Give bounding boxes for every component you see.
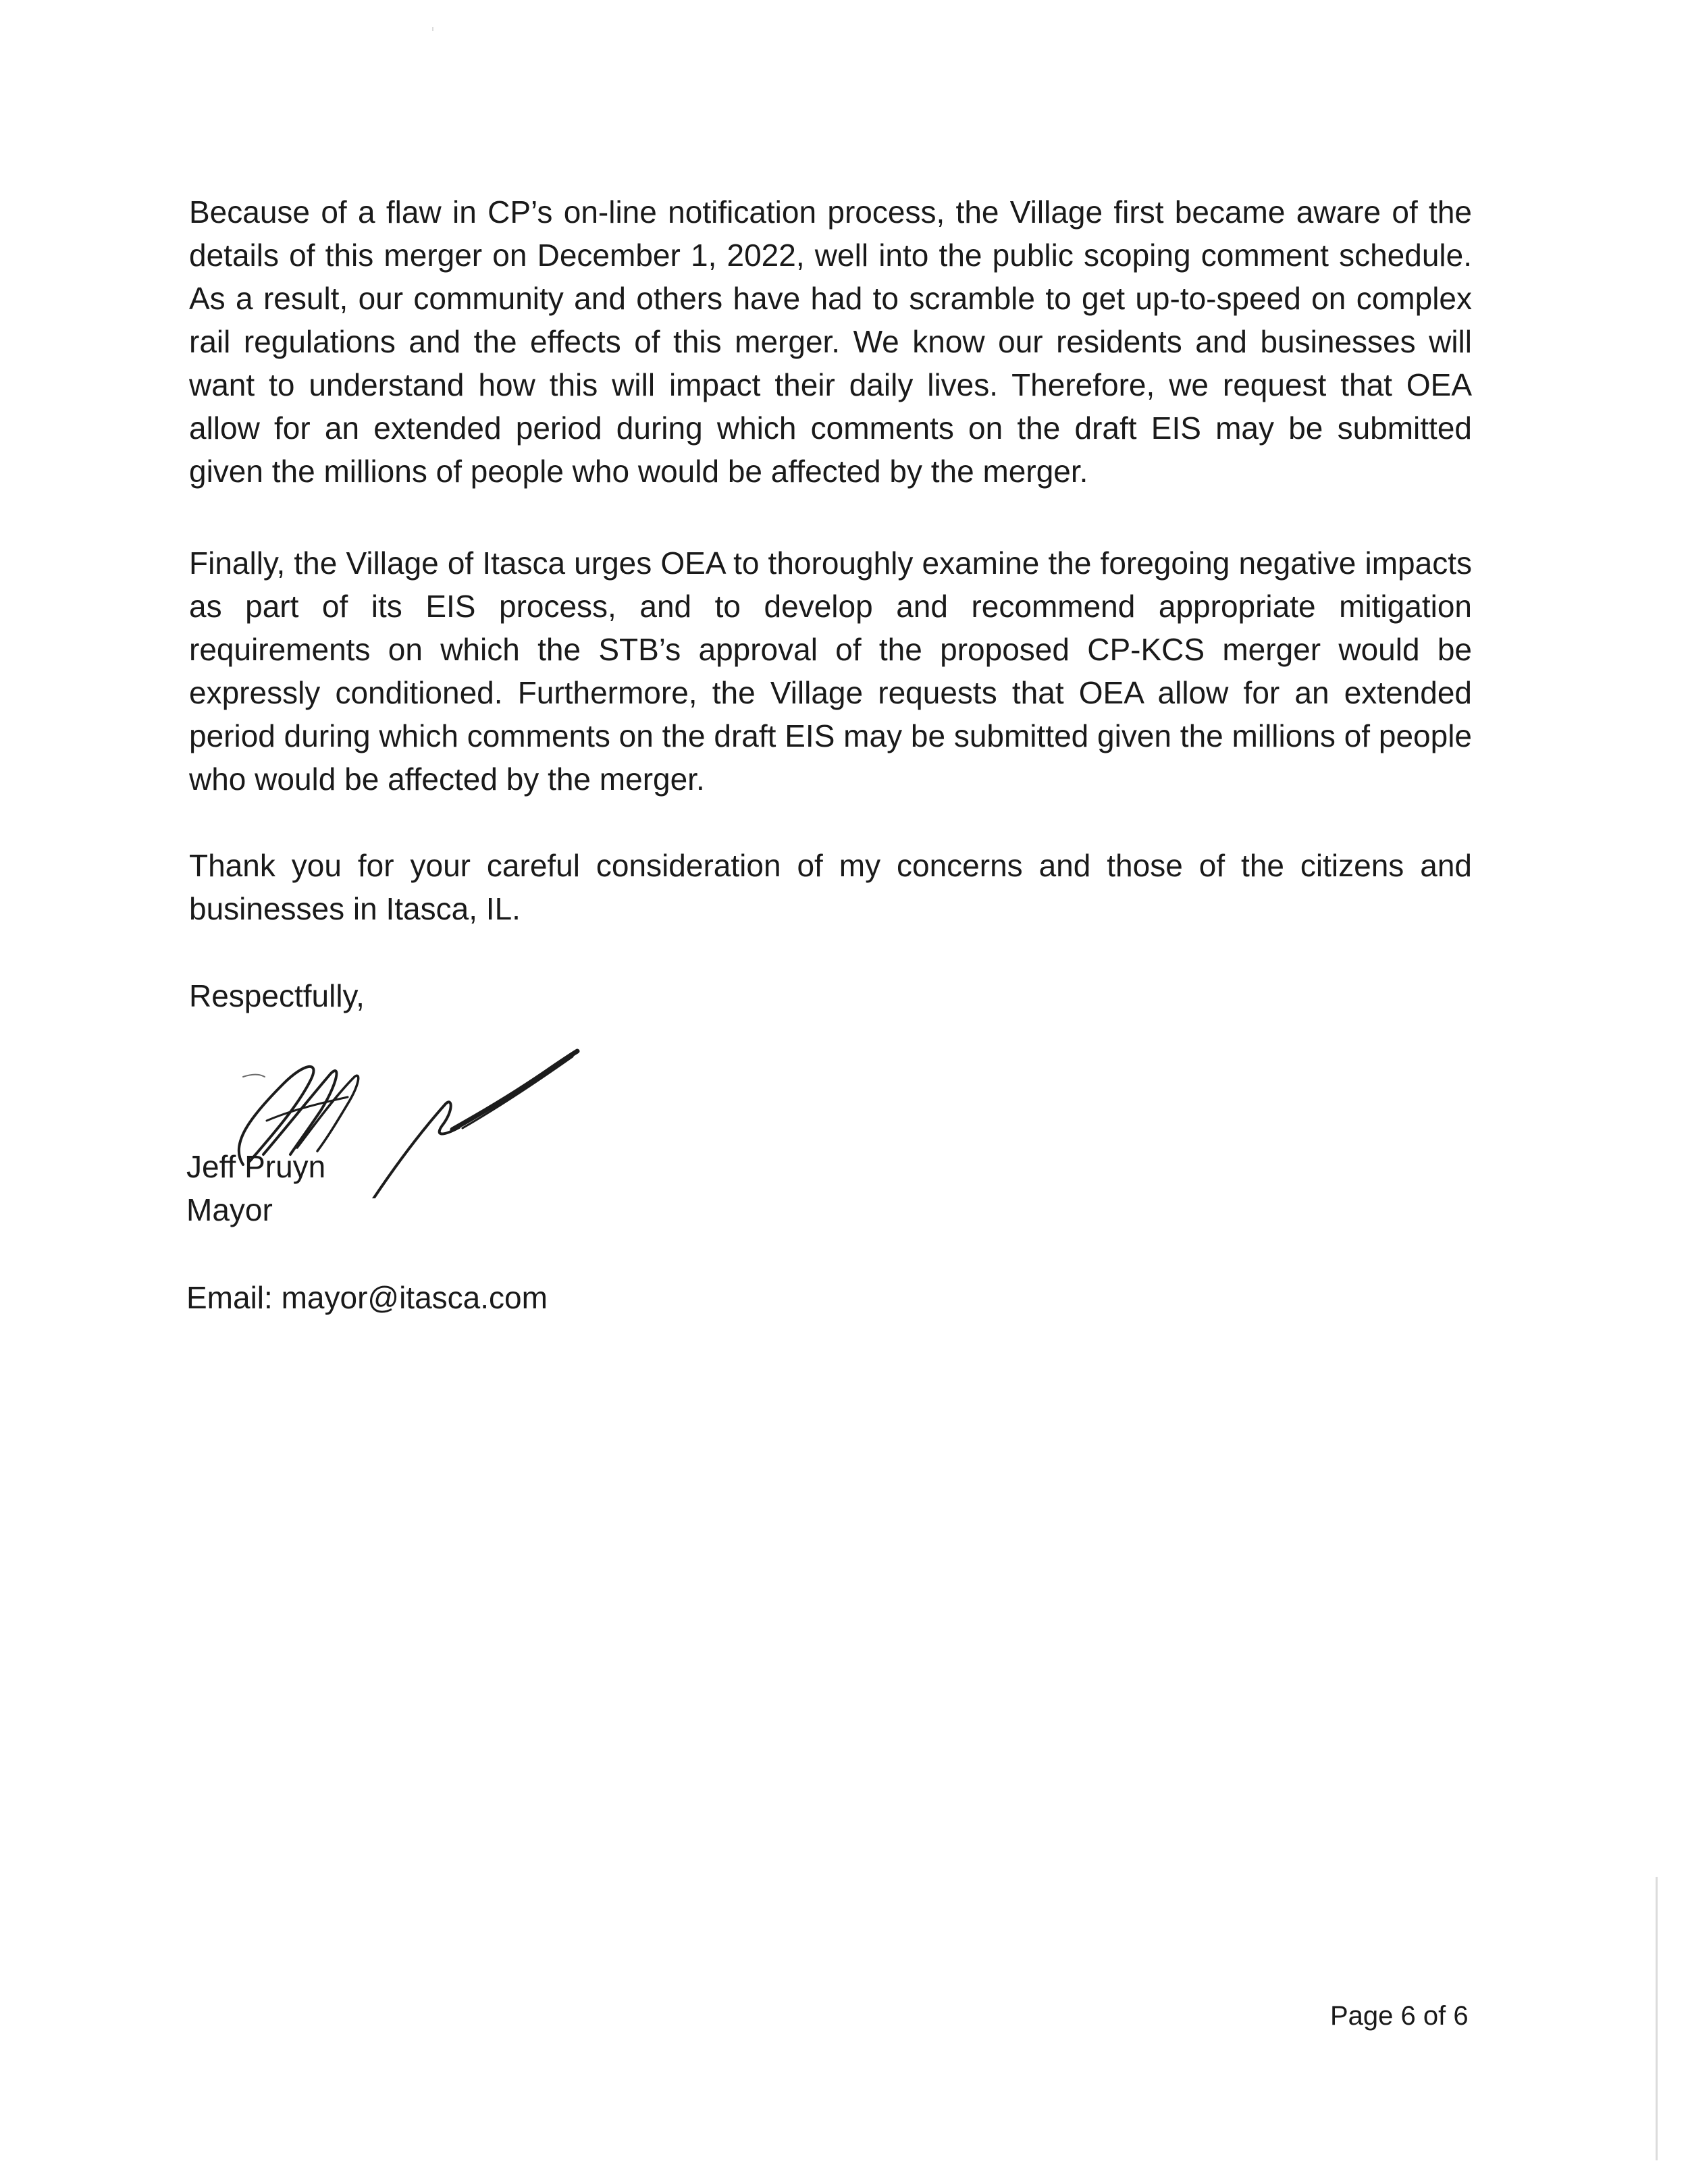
closing-salutation: Respectfully,: [189, 978, 365, 1013]
signer-title: Mayor: [186, 1192, 273, 1227]
paragraph-request-eis-review: Finally, the Village of Itasca urges OEA to thoroughly examine the foregoing negative impacts as part of its EIS process, and to develop and recommend appropriate mitigation requirements on which the STB’s approval of the proposed CP-KCS merger would be expressly conditioned. Furthermore, the Village requests that OEA allow for an extended period during which comments on the draft EIS may be submitted given the millions of people who would be affected by the merger.: [189, 545, 1472, 797]
scan-dust-mark: [432, 27, 433, 31]
paragraph-thank-you: Thank you for your careful consideration of my concerns and those of the citizens and businesses in Itasca, IL.: [189, 848, 1472, 926]
page-number: Page 6 of 6: [1330, 2001, 1469, 2031]
signer-name: Jeff Pruyn: [186, 1149, 326, 1184]
paragraph-notification-flaw: Because of a flaw in CP’s on-line notification process, the Village first became aware of the details of this merger on December 1, 2022, well into the public scoping comment schedule. As a result, our community and others have had to scramble to get up-to-speed on complex rail regulations and the effects of this merger. We know our residents and businesses will want to understand how this will impact their daily lives. Therefore, we request that OEA allow for an extended period during which comments on the draft EIS may be submitted given the millions of people who would be affected by the merger.: [189, 194, 1472, 489]
contact-email: Email: mayor@itasca.com: [186, 1280, 548, 1315]
scan-edge-mark: [1656, 1877, 1658, 2160]
